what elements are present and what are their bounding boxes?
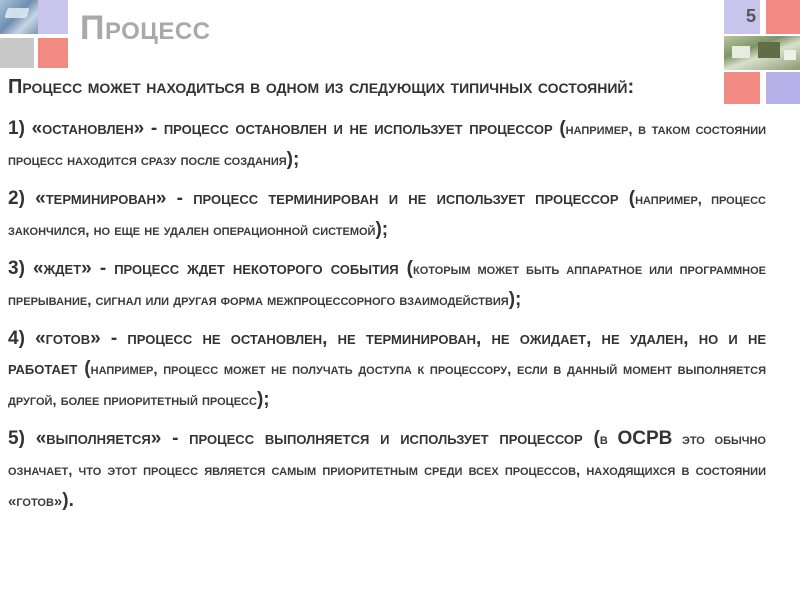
photo-detail [732, 46, 750, 58]
item-note-rest: это обычно означает, что этот процесс является самым приоритетным среди всех процессов, находящихся в состоянии «готов» [8, 431, 766, 510]
item-tail: ); [375, 219, 389, 240]
decorative-tile-salmon-right [766, 0, 800, 34]
item-tail: ); [508, 289, 522, 310]
decorative-tile-lavender [38, 0, 68, 34]
item-number: 5) [8, 428, 25, 449]
item-heading: «готов» - процесс не остановлен, не терминирован, не ожидает, не удален, но и не работает ( [8, 328, 767, 379]
item-note: например, процесс закончился, но еще не удален операционной системой [8, 191, 766, 239]
item-tail: ); [286, 149, 300, 170]
state-item-waiting [8, 254, 766, 316]
item-note: в [599, 431, 618, 448]
decorative-tile-salmon [38, 38, 68, 68]
intro-text: Процесс может находиться в одном из следующих типичных состояний: [8, 76, 635, 98]
decorative-photo-tile-left [0, 0, 38, 34]
item-heading: «ждет» - процесс ждет некоторого события ( [32, 258, 413, 279]
item-heading: «остановлен» - процесс остановлен и не использует процессор ( [31, 118, 566, 139]
item-tail: ). [62, 490, 74, 511]
state-item-ready [8, 324, 766, 416]
item-note: например, в таком состоянии процесс находится сразу после создания [8, 121, 767, 169]
photo-detail [758, 42, 780, 58]
slide-number: 5 [745, 6, 756, 26]
decorative-tile-lavender-right-lower [766, 72, 800, 104]
item-number: 2) [8, 188, 25, 209]
state-item-stopped [8, 114, 766, 176]
item-tail: ); [256, 389, 270, 410]
photo-detail [784, 50, 796, 60]
photo-highlight [4, 8, 30, 18]
item-heading: «выполняется» - процесс выполняется и использует процессор ( [35, 428, 600, 449]
slide-content [8, 74, 766, 525]
item-number: 1) [8, 118, 25, 139]
state-item-terminated [8, 184, 766, 246]
item-note: которым может быть аппаратное или программное прерывание, сигнал или другая форма межпроцессорного взаимодействия [8, 261, 766, 309]
decorative-tile-gray [0, 38, 34, 68]
decorative-photo-tile-right [724, 36, 800, 70]
item-note: например, процесс может не получать доступа к процессору, если в данный момент выполняется другой, более приоритетный процесс [8, 361, 766, 409]
item-number: 3) [8, 258, 25, 279]
item-note-acronym: ОСРВ [617, 428, 673, 449]
state-item-running [8, 424, 766, 517]
item-heading: «терминирован» - процесс терминирован и не использует процессор ( [35, 188, 636, 209]
slide-title: Процесс [80, 9, 211, 47]
item-number: 4) [8, 328, 25, 349]
